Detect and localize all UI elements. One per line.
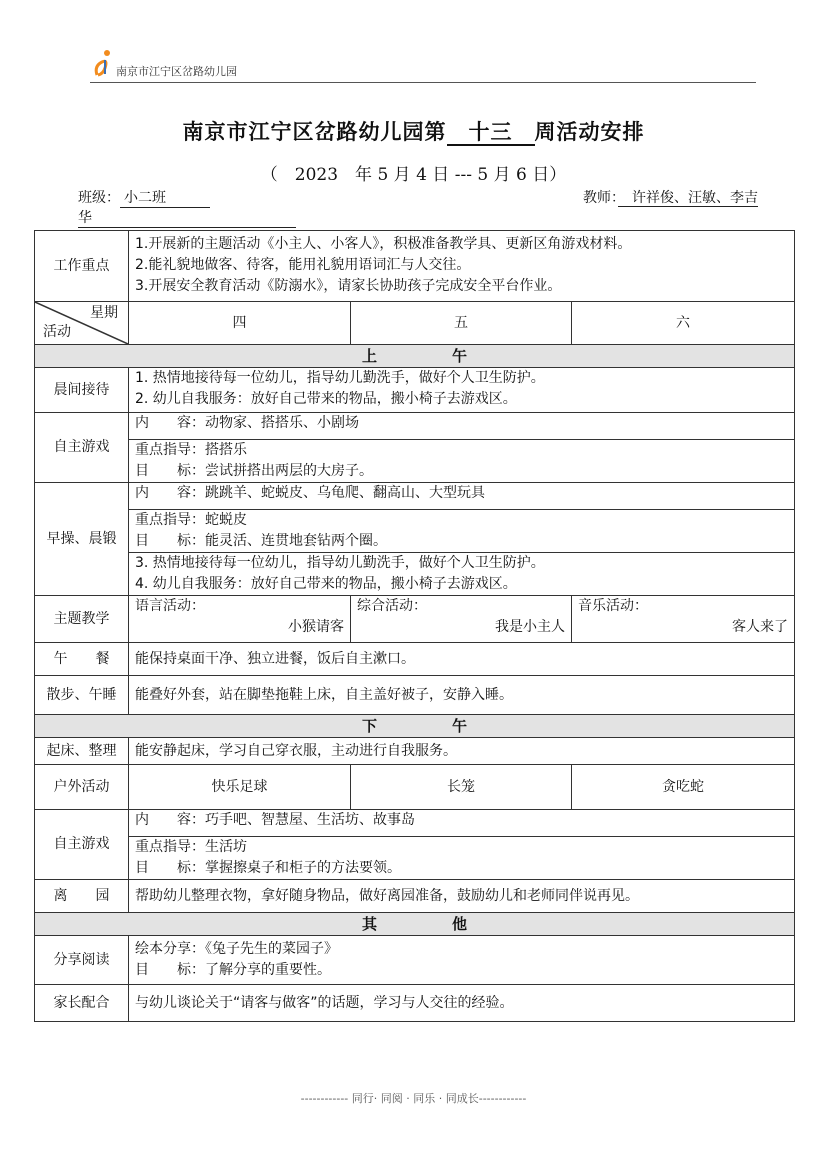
title-prefix: 南京市江宁区岔路幼儿园第 <box>182 120 447 144</box>
weekday-thursday: 四 <box>129 302 351 345</box>
section-afternoon: 下 午 <box>35 715 795 738</box>
reading-row <box>35 936 795 985</box>
focus-row <box>35 231 795 302</box>
teaching-name: 我是小主人 <box>495 619 565 635</box>
parents-text: 与幼儿谈论关于“请客与做客”的话题，学习与人交往的经验。 <box>129 985 795 1022</box>
schedule-table <box>34 230 795 1022</box>
lunch-text: 能保持桌面干净、独立进餐，饭后自主漱口。 <box>129 643 795 676</box>
teacher-value <box>618 190 758 207</box>
nap-row <box>35 676 795 715</box>
weekday-header-row <box>35 302 795 345</box>
class-label: 班级： <box>78 190 120 206</box>
teaching-type: 语言活动： <box>135 598 205 614</box>
leave-text: 帮助幼儿整理衣物，拿好随身物品，做好离园准备，鼓励幼儿和老师同伴说再见。 <box>129 880 795 913</box>
afternoon-free-play-guidance: 重点指导：生活坊 <box>135 839 247 855</box>
title-week-number: 十三 <box>447 120 535 146</box>
date-range: （ 2023 年 5 月 4 日 --- 5 月 6 日） <box>260 165 567 185</box>
exercise-guidance: 重点指导：蛇蜕皮 <box>135 512 247 528</box>
morning-free-play-guidance-cell <box>129 440 795 483</box>
lunch-row <box>35 643 795 676</box>
reception-line: 1. 热情地接待每一位幼儿，指导幼儿勤洗手，做好个人卫生防护。 <box>135 370 545 386</box>
outdoor-friday: 长笼 <box>351 765 572 810</box>
class-teacher-line <box>78 187 758 226</box>
afternoon-free-play-label: 自主游戏 <box>35 810 129 880</box>
page-header <box>90 46 756 83</box>
reading-content <box>129 936 795 985</box>
header-org-name: 南京市江宁区岔路幼儿园 <box>116 65 237 78</box>
exercise-goal: 目 标：能灵活、连贯地套钻两个圈。 <box>135 533 387 549</box>
exercise-extra-line: 4. 幼儿自我服务：放好自己带来的物品，搬小椅子去游戏区。 <box>135 576 517 592</box>
weekday-friday: 五 <box>351 302 572 345</box>
exercise-guidance-cell <box>129 510 795 553</box>
leave-row <box>35 880 795 913</box>
wake-label: 起床、整理 <box>35 738 129 765</box>
diagonal-header-cell <box>35 302 129 345</box>
exercise-extra-cell <box>129 553 795 596</box>
exercise-label: 早操、晨锻 <box>35 483 129 596</box>
morning-free-play-row <box>35 413 795 440</box>
focus-item: 2.能礼貌地做客、待客，能用礼貌用语词汇与人交往。 <box>135 257 471 273</box>
outdoor-thursday: 快乐足球 <box>129 765 351 810</box>
wake-text: 能安静起床，学习自己穿衣服，主动进行自我服务。 <box>129 738 795 765</box>
wake-row <box>35 738 795 765</box>
focus-content <box>129 231 795 302</box>
teacher-label: 教师： <box>583 190 618 206</box>
outdoor-label: 户外活动 <box>35 765 129 810</box>
exercise-row <box>35 483 795 510</box>
teaching-cell-music <box>572 596 795 643</box>
reception-label: 晨间接待 <box>35 368 129 413</box>
teacher-block <box>583 187 758 207</box>
outdoor-row <box>35 765 795 810</box>
section-other: 其 他 <box>35 913 795 936</box>
nap-text: 能叠好外套，站在脚垫拖鞋上床，自主盖好被子，安静入睡。 <box>129 676 795 715</box>
teacher-overflow: 华 <box>78 207 296 228</box>
teaching-cell-language <box>129 596 351 643</box>
reception-content <box>129 368 795 413</box>
corner-weekday-label: 星期 <box>90 305 118 321</box>
teaching-name: 小猴请客 <box>288 619 344 635</box>
parents-label: 家长配合 <box>35 985 129 1022</box>
reading-goal: 目 标：了解分享的重要性。 <box>135 962 331 978</box>
reception-row <box>35 368 795 413</box>
focus-label: 工作重点 <box>35 231 129 302</box>
teaching-row <box>35 596 795 643</box>
afternoon-free-play-goal: 目 标：掌握擦桌子和柜子的方法要领。 <box>135 860 401 876</box>
lunch-label: 午 餐 <box>35 643 129 676</box>
nap-label: 散步、午睡 <box>35 676 129 715</box>
page-title <box>0 116 827 146</box>
afternoon-free-play-row <box>35 810 795 837</box>
class-value: 小二班 <box>120 187 210 208</box>
focus-item: 3.开展安全教育活动《防溺水》，请家长协助孩子完成安全平台作业。 <box>135 278 562 294</box>
morning-free-play-guidance: 重点指导：搭搭乐 <box>135 442 247 458</box>
parents-row <box>35 985 795 1022</box>
morning-free-play-content: 内 容：动物家、搭搭乐、小剧场 <box>129 413 795 440</box>
weekday-saturday: 六 <box>572 302 795 345</box>
leave-label: 离 园 <box>35 880 129 913</box>
focus-item: 1.开展新的主题活动《小主人、小客人》，积极准备教学具、更新区角游戏材料。 <box>135 236 632 252</box>
morning-free-play-label: 自主游戏 <box>35 413 129 483</box>
page-footer: ------------ 同行· 同阅 · 同乐 · 同成长------------ <box>300 1092 527 1105</box>
exercise-extra-line: 3. 热情地接待每一位幼儿，指导幼儿勤洗手，做好个人卫生防护。 <box>135 555 545 571</box>
title-suffix: 周活动安排 <box>534 120 645 144</box>
reading-book: 绘本分享：《兔子先生的菜园子》 <box>135 941 338 957</box>
reception-line: 2. 幼儿自我服务：放好自己带来的物品，搬小椅子去游戏区。 <box>135 391 517 407</box>
afternoon-free-play-guidance-cell <box>129 837 795 880</box>
kindergarten-logo-icon <box>92 48 116 78</box>
teaching-label: 主题教学 <box>35 596 129 643</box>
afternoon-free-play-content: 内 容：巧手吧、智慧屋、生活坊、故事岛 <box>129 810 795 837</box>
outdoor-saturday: 贪吃蛇 <box>572 765 795 810</box>
reading-label: 分享阅读 <box>35 936 129 985</box>
morning-free-play-goal: 目 标：尝试拼搭出两层的大房子。 <box>135 463 373 479</box>
section-morning: 上 午 <box>35 345 795 368</box>
corner-activity-label: 活动 <box>43 324 71 340</box>
teacher-names: 许祥俊、汪敏、李吉 <box>632 190 758 206</box>
teaching-type: 音乐活动： <box>578 598 648 614</box>
exercise-content: 内 容：跳跳羊、蛇蜕皮、乌龟爬、翻高山、大型玩具 <box>129 483 795 510</box>
teaching-name: 客人来了 <box>732 619 789 635</box>
teaching-type: 综合活动： <box>357 598 427 614</box>
teaching-cell-integrated <box>351 596 572 643</box>
